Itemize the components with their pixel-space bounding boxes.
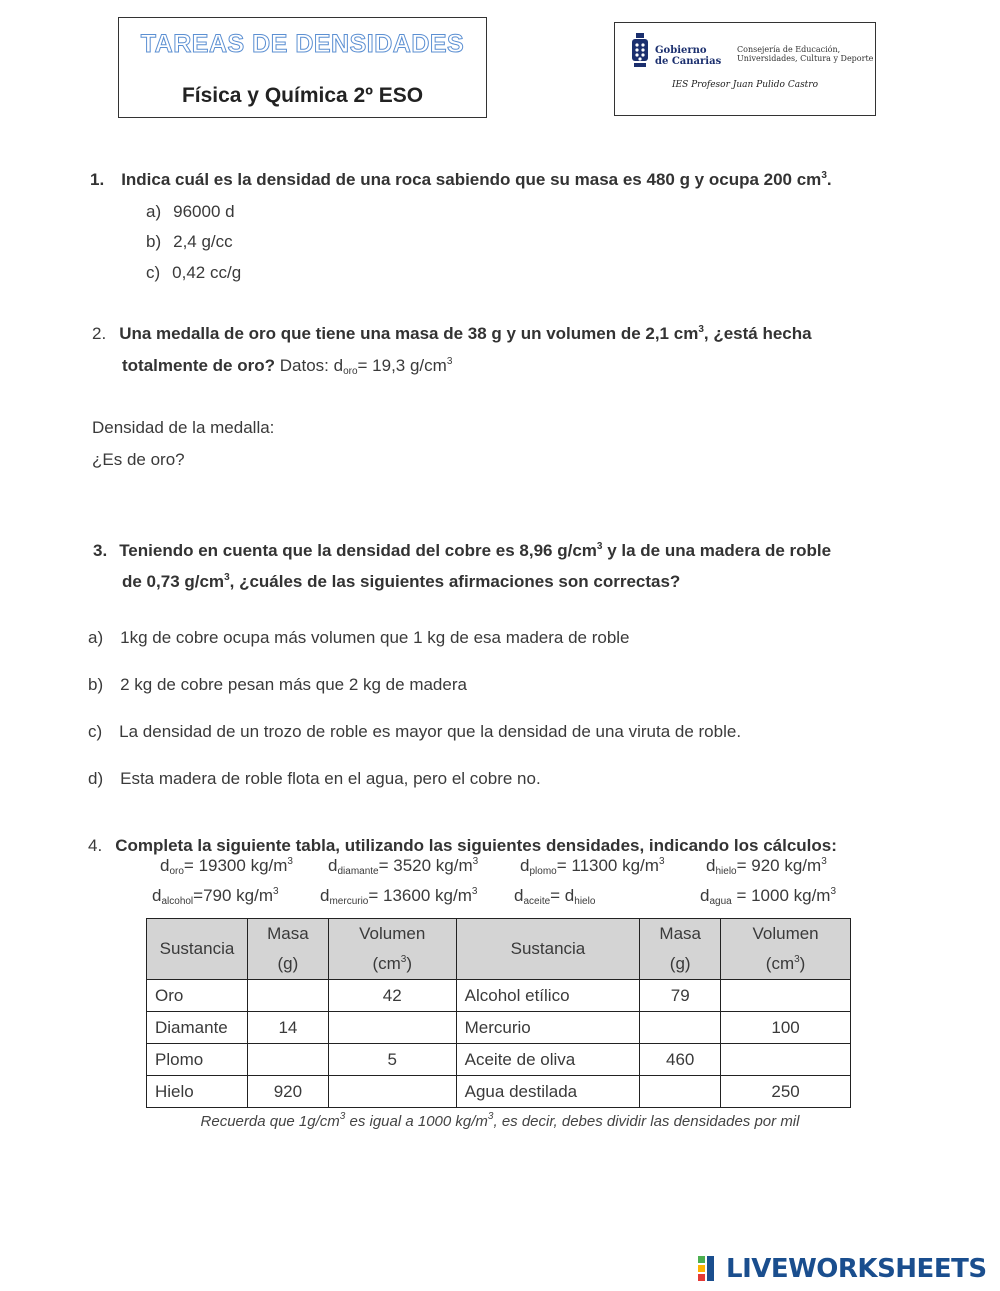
q3-option-b[interactable]: b) 2 kg de cobre pesan más que 2 kg de madera xyxy=(88,675,467,694)
question-3-line-1: 3. Teniendo en cuenta que la densidad del cobre es 8,96 $g/cm^3$ y la de una madera de roble xyxy=(93,541,832,560)
liveworksheets-icon xyxy=(698,1256,722,1282)
table-row xyxy=(147,1044,851,1076)
table-row xyxy=(147,1076,851,1108)
cell-masa-2[interactable] xyxy=(640,1012,721,1044)
header-volumen-2: Volumen $(cm^3)$ xyxy=(721,919,851,980)
header-masa: Masa (g) xyxy=(247,919,328,980)
gobierno-canarias-logo xyxy=(614,22,876,116)
cell-sustancia-2: Mercurio xyxy=(456,1012,640,1044)
density-table xyxy=(146,918,851,1108)
q2-density-answer[interactable]: Densidad de la medalla: xyxy=(92,418,275,437)
cell-volumen-2[interactable]: 250 xyxy=(721,1076,851,1108)
cell-volumen[interactable] xyxy=(328,1012,456,1044)
cell-volumen-2[interactable] xyxy=(721,1044,851,1076)
title-box xyxy=(118,17,487,118)
school-name: IES Profesor Juan Pulido Castro xyxy=(671,80,819,90)
header-sustancia-2: Sustancia xyxy=(456,919,640,980)
cell-sustancia-2: Alcohol etílico xyxy=(456,980,640,1012)
q3-option-d[interactable]: d) Esta madera de roble flota en el agua, pero el cobre no. xyxy=(88,769,541,788)
cell-sustancia: Oro xyxy=(147,980,248,1012)
header-sustancia: Sustancia xyxy=(147,919,248,980)
cell-sustancia: Hielo xyxy=(147,1076,248,1108)
worksheet-subtitle: Física y Química 2º ESO xyxy=(181,84,424,107)
table-row xyxy=(147,980,851,1012)
canarias-crest-icon xyxy=(630,33,650,69)
question-4: 4. Completa la siguiente tabla, utilizando las siguientes densidades, indicando los cálculos: xyxy=(88,836,837,855)
q1-option-b[interactable]: b) 2,4 g/cc xyxy=(146,232,233,251)
density-diamante: $d_{diamante}= 3520$ $kg/m^3$ xyxy=(328,856,479,877)
density-hielo: $d_{hielo}= 920$ $kg/m^3$ xyxy=(706,856,827,877)
cell-sustancia: Diamante xyxy=(147,1012,248,1044)
header-masa-2: Masa (g) xyxy=(640,919,721,980)
cell-sustancia: Plomo xyxy=(147,1044,248,1076)
density-alcohol: $d_{alcohol}=790$ $kg/m^3$ xyxy=(152,886,279,907)
cell-masa-2[interactable] xyxy=(640,1076,721,1108)
cell-volumen[interactable]: 42 xyxy=(328,980,456,1012)
cell-masa-2[interactable]: 79 xyxy=(640,980,721,1012)
density-aceite: $d_{aceite}= d_{hielo}$ xyxy=(514,886,596,907)
density-agua: $d_{agua} = 1000$ $kg/m^3$ xyxy=(700,886,837,907)
question-2-line-2: totalmente de oro? Datos: $d_{oro}= 19,3$ $g/cm^3$ xyxy=(122,356,453,377)
cell-masa[interactable]: 14 xyxy=(247,1012,328,1044)
liveworksheets-brand: LIVEWORKSHEETS xyxy=(726,1254,987,1284)
cell-volumen-2[interactable]: 100 xyxy=(721,1012,851,1044)
q1-option-c[interactable]: c) 0,42 cc/g xyxy=(146,263,242,282)
table-header-row xyxy=(147,919,851,980)
header-volumen: Volumen $(cm^3)$ xyxy=(328,919,456,980)
cell-sustancia-2: Aceite de oliva xyxy=(456,1044,640,1076)
q1-option-a[interactable]: a) 96000 d xyxy=(146,202,235,221)
density-oro: $d_{oro}= 19300$ $kg/m^3$ xyxy=(160,856,293,877)
cell-masa[interactable] xyxy=(247,1044,328,1076)
cell-masa[interactable]: 920 xyxy=(247,1076,328,1108)
question-2-line-1: 2. Una medalla de oro que tiene una masa de 38 g y un volumen de 2,1 $cm^3$, ¿está hecha xyxy=(92,324,812,343)
q3-option-a[interactable]: a) 1kg de cobre ocupa más volumen que 1 kg de esa madera de roble xyxy=(88,628,630,647)
liveworksheets-logo xyxy=(698,1254,987,1286)
gobierno-text: Gobierno de Canarias xyxy=(655,45,722,67)
cell-masa-2[interactable]: 460 xyxy=(640,1044,721,1076)
worksheet-title: TAREAS DE DENSIDADES xyxy=(140,30,465,58)
cell-volumen-2[interactable] xyxy=(721,980,851,1012)
table-row xyxy=(147,1012,851,1044)
conversion-note: Recuerda que $1g/cm^3$ es igual a 1000 $kg/m^3$, es decir, debes dividir las densidades por mil xyxy=(200,1111,800,1130)
cell-masa[interactable] xyxy=(247,980,328,1012)
q3-option-c[interactable]: c) La densidad de un trozo de roble es mayor que la densidad de una viruta de roble. xyxy=(88,722,742,741)
cell-volumen[interactable] xyxy=(328,1076,456,1108)
question-3-line-2: de 0,73 $g/cm^3$, ¿cuáles de las siguientes afirmaciones son correctas? xyxy=(122,572,681,591)
density-mercurio: $d_{mercurio}= 13600$ $kg/m^3$ xyxy=(320,886,478,907)
question-1: 1. Indica cuál es la densidad de una roca sabiendo que su masa es 480 g y ocupa 200 $cm^3$. xyxy=(90,170,832,189)
cell-volumen[interactable]: 5 xyxy=(328,1044,456,1076)
density-plomo: $d_{plomo}= 11300$ $kg/m^3$ xyxy=(520,856,665,877)
q2-is-gold-answer[interactable]: ¿Es de oro? xyxy=(92,450,185,469)
consejeria-text: Consejería de Educación, Universidades, Cultura y Deporte xyxy=(737,45,874,63)
cell-sustancia-2: Agua destilada xyxy=(456,1076,640,1108)
